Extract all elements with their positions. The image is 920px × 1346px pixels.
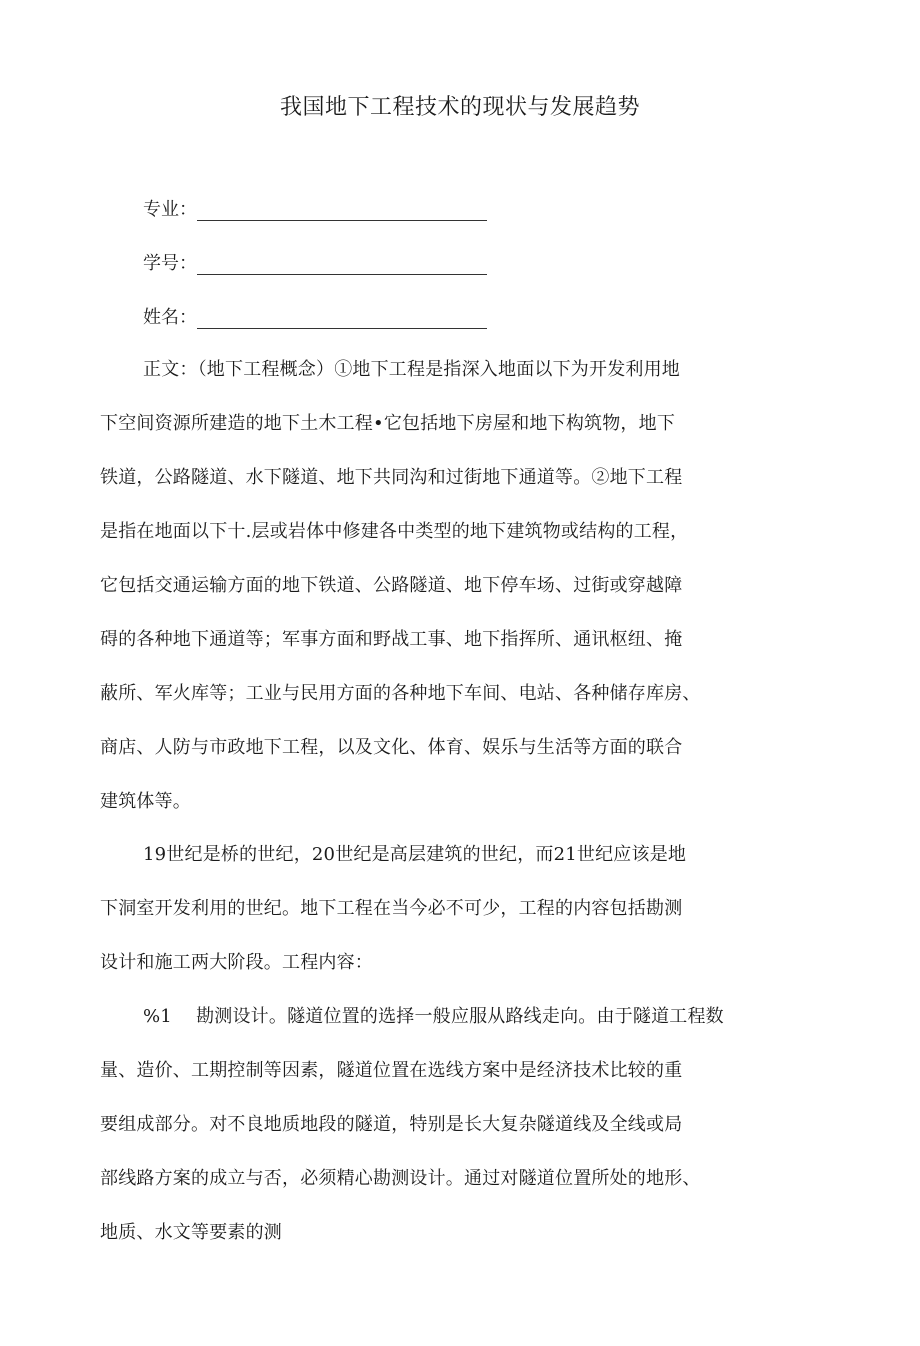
student-id-blank-line xyxy=(197,256,487,275)
student-id-label: 学号： xyxy=(143,253,197,274)
name-label: 姓名： xyxy=(143,307,197,328)
document-title: 我国地下工程技术的现状与发展趋势 xyxy=(279,95,640,120)
paragraph-2-line: 19世纪是桥的世纪，20世纪是高层建筑的世纪，而21世纪应该是地 xyxy=(143,844,687,865)
paragraph-1-line: 正文：（地下工程概念）①地下工程是指深入地面以下为开发利用地 xyxy=(143,359,680,380)
paragraph-3-line: 部线路方案的成立与否，必须精心勘测设计。通过对隧道位置所处的地形、 xyxy=(100,1168,701,1189)
name-field xyxy=(143,303,487,333)
paragraph-1-line: 碍的各种地下通道等；军事方面和野战工事、地下指挥所、通讯枢纽、掩 xyxy=(100,629,683,650)
paragraph-1-line: 蔽所、军火库等；工业与民用方面的各种地下车间、电站、各种储存库房、 xyxy=(100,683,701,704)
paragraph-1-line: 铁道，公路隧道、水下隧道、地下共同沟和过街地下通道等。②地下工程 xyxy=(100,467,683,488)
paragraph-3-line: 要组成部分。对不良地质地段的隧道，特别是长大复杂隧道线及全线或局 xyxy=(100,1114,683,1135)
major-label: 专业： xyxy=(143,199,197,220)
paragraph-1-line: 下空间资源所建造的地下土木工程•它包括地下房屋和地下构筑物，地下 xyxy=(100,413,676,434)
paragraph-3-line: 量、造价、工期控制等因素，隧道位置在选线方案中是经济技术比较的重 xyxy=(100,1060,683,1081)
name-blank-line xyxy=(197,310,487,329)
major-field xyxy=(143,195,487,225)
paragraph-2-line: 设计和施工两大阶段。工程内容： xyxy=(100,952,373,973)
paragraph-1-line: 建筑体等。 xyxy=(100,791,191,812)
paragraph-3-line: %1 勘测设计。隧道位置的选择一般应服从路线走向。由于隧道工程数 xyxy=(143,1006,724,1027)
paragraph-2-line: 下洞室开发利用的世纪。地下工程在当今必不可少，工程的内容包括勘测 xyxy=(100,898,683,919)
paragraph-1-line: 商店、人防与市政地下工程，以及文化、体育、娱乐与生活等方面的联合 xyxy=(100,737,683,758)
paragraph-3-line: 地质、水文等要素的测 xyxy=(100,1222,282,1243)
paragraph-1-line: 它包括交通运输方面的地下铁道、公路隧道、地下停车场、过街或穿越障 xyxy=(100,575,683,596)
student-id-field xyxy=(143,249,487,279)
major-blank-line xyxy=(197,202,487,221)
paragraph-1-line: 是指在地面以下十.层或岩体中修建各中类型的地下建筑物或结构的工程， xyxy=(100,521,689,542)
